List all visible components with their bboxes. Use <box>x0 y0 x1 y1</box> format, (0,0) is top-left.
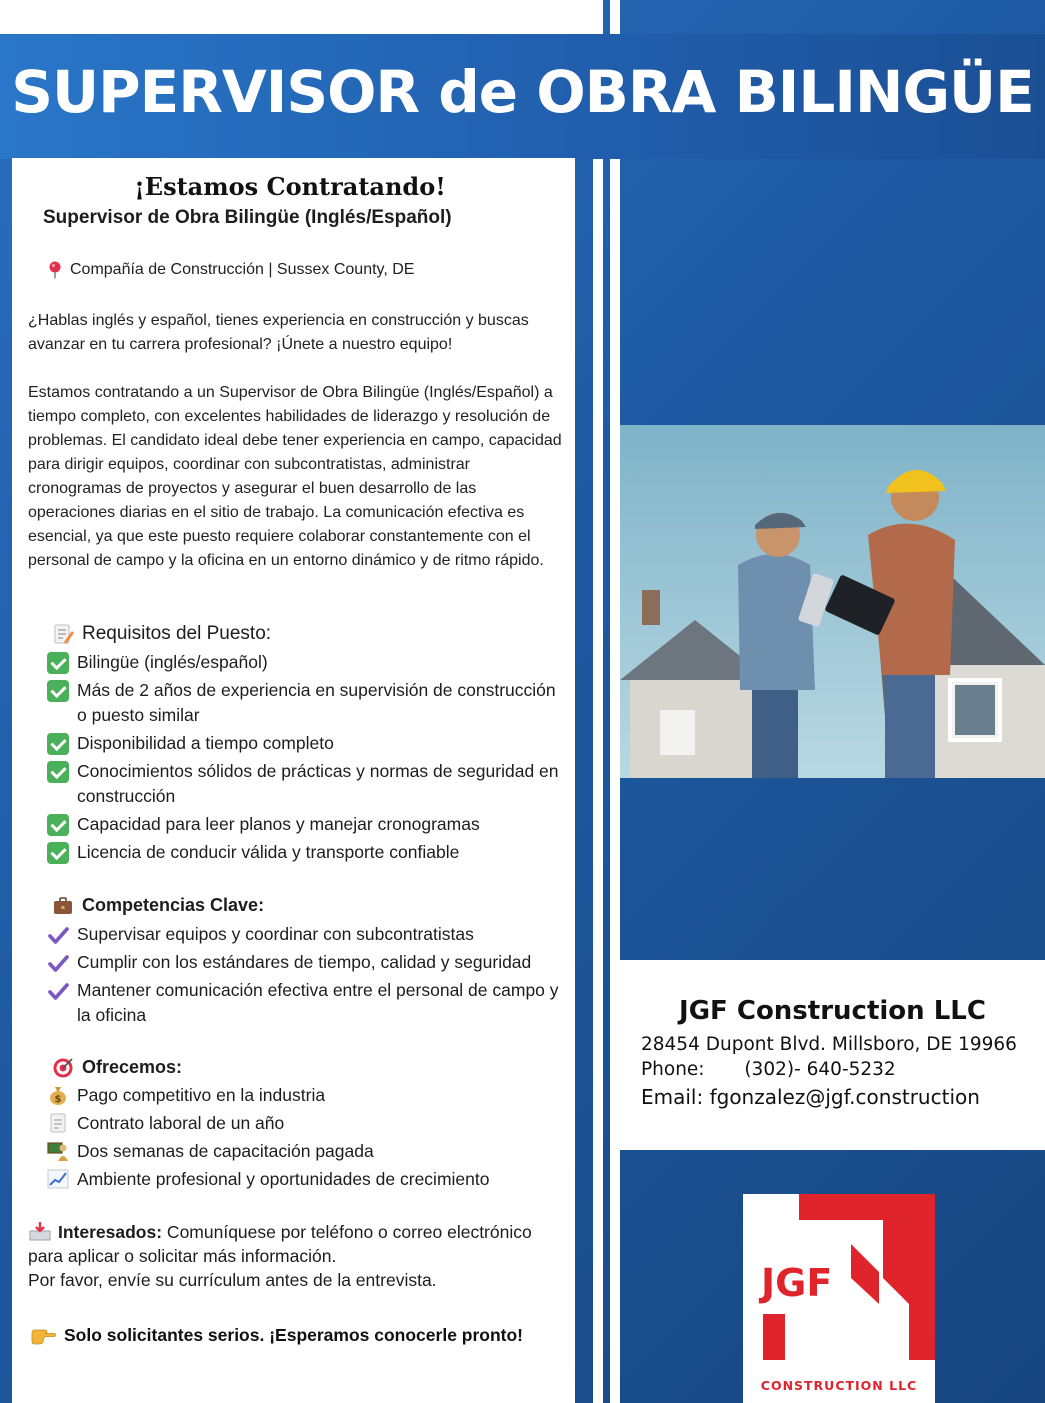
location-pin-icon <box>48 261 62 279</box>
intro-paragraph: ¿Hablas inglés y español, tienes experiencia en construcción y buscas avanzar en tu carrera profesional? ¡Únete a nuestro equipo! <box>28 312 529 353</box>
list-item: Dos semanas de capacitación pagada <box>43 1139 568 1164</box>
list-item: $ Pago competitivo en la industria <box>43 1083 568 1108</box>
workers-photo <box>620 425 1045 778</box>
svg-text:$: $ <box>54 1094 62 1105</box>
location-line <box>48 261 414 279</box>
logo-text: JGF <box>761 1261 833 1305</box>
list-item: Licencia de conducir válida y transporte confiable <box>43 840 568 865</box>
logo-subtext: CONSTRUCTION LLC <box>760 1378 918 1393</box>
document-icon <box>47 1112 69 1134</box>
company-address: 28454 Dupont Blvd. Millsboro, DE 19966 <box>641 1034 1017 1055</box>
company-phone-line <box>641 1059 896 1080</box>
vertical-stripe <box>593 0 603 1403</box>
memo-icon <box>52 623 74 645</box>
page-title: SUPERVISOR de OBRA BILINGÜE <box>11 58 1034 126</box>
company-name: JGF Construction LLC <box>679 996 986 1026</box>
vertical-stripe <box>610 0 620 1403</box>
contact-line-2: Por favor, envíe su currículum antes de la entrevista. <box>28 1270 437 1290</box>
money-bag-icon <box>47 1084 69 1106</box>
inbox-tray-icon <box>28 1221 52 1241</box>
contact-label: Interesados: <box>58 1222 163 1242</box>
target-icon <box>52 1057 74 1079</box>
contact-text: Comuníquese por teléfono o correo electrónico para aplicar o solicitar más información. <box>28 1222 532 1266</box>
check-mark-icon <box>47 733 69 755</box>
offer-heading <box>48 1056 182 1079</box>
company-info-box <box>620 960 1045 1150</box>
list-item: Conocimientos sólidos de prácticas y normas de seguridad en construcción <box>43 759 568 809</box>
competencies-heading <box>48 894 264 917</box>
briefcase-icon <box>52 895 74 917</box>
list-item: Contrato laboral de un año <box>43 1111 568 1136</box>
check-mark-icon <box>47 952 69 974</box>
phone-label: Phone: <box>641 1059 705 1080</box>
company-logo <box>743 1194 935 1403</box>
check-mark-icon <box>47 761 69 783</box>
contact-line-1 <box>28 1220 568 1268</box>
list-item: Ambiente profesional y oportunidades de crecimiento <box>43 1167 568 1192</box>
list-item: Bilingüe (inglés/español) <box>43 650 568 675</box>
check-mark-icon <box>47 980 69 1002</box>
list-item: Mantener comunicación efectiva entre el personal de campo y la oficina <box>43 978 568 1028</box>
closing-text: Solo solicitantes serios. ¡Esperamos conocerle pronto! <box>64 1324 524 1345</box>
description-paragraph: Estamos contratando a un Supervisor de Obra Bilingüe (Inglés/Español) a tiempo completo, con excelentes habilidades de liderazgo y resolución de problemas. El candidato ideal debe tener experiencia en campo, capacidad para dirigir equipos, coordinar con subcontratistas, administrar cronogramas de proyectos y asegurar el buen desarrollo de las operaciones diarias en el sitio de trabajo. La comunicación efectiva es esencial, ya que este puesto requiere colaborar constantemente con el personal de campo y la oficina en un entorno dinámico y de ritmo rápido. <box>28 384 562 569</box>
list-item: Capacidad para leer planos y manejar cronogramas <box>43 812 568 837</box>
pointing-hand-icon <box>30 1324 56 1346</box>
company-email[interactable]: Email: fgonzalez@jgf.construction <box>641 1085 980 1109</box>
check-mark-icon <box>47 814 69 836</box>
phone-number[interactable]: (302)- 640-5232 <box>744 1059 896 1080</box>
chart-increasing-icon <box>47 1168 69 1190</box>
contact-block <box>28 1220 568 1292</box>
offer-heading-text: Ofrecemos: <box>82 1057 183 1077</box>
check-mark-icon <box>47 680 69 702</box>
check-mark-icon <box>47 924 69 946</box>
requirements-heading-text: Requisitos del Puesto: <box>82 622 272 644</box>
list-item: Disponibilidad a tiempo completo <box>43 731 568 756</box>
check-mark-icon <box>47 652 69 674</box>
requirements-heading <box>48 622 271 645</box>
competencies-heading-text: Competencias Clave: <box>82 895 265 915</box>
job-subtitle: Supervisor de Obra Bilingüe (Inglés/Español) <box>43 207 452 228</box>
requirements-list <box>43 650 568 868</box>
list-item: Supervisar equipos y coordinar con subcontratistas <box>43 922 568 947</box>
offer-list <box>43 1083 568 1195</box>
top-white-strip <box>0 0 593 34</box>
list-item: Cumplir con los estándares de tiempo, calidad y seguridad <box>43 950 568 975</box>
closing-line <box>30 1324 523 1346</box>
location-text: Compañía de Construcción | Sussex County, DE <box>70 261 415 278</box>
teacher-icon <box>47 1140 69 1162</box>
list-item: Más de 2 años de experiencia en supervisión de construcción o puesto similar <box>43 678 568 728</box>
hiring-heading: ¡Estamos Contratando! <box>134 172 446 201</box>
competencies-list <box>43 922 568 1031</box>
check-mark-icon <box>47 842 69 864</box>
